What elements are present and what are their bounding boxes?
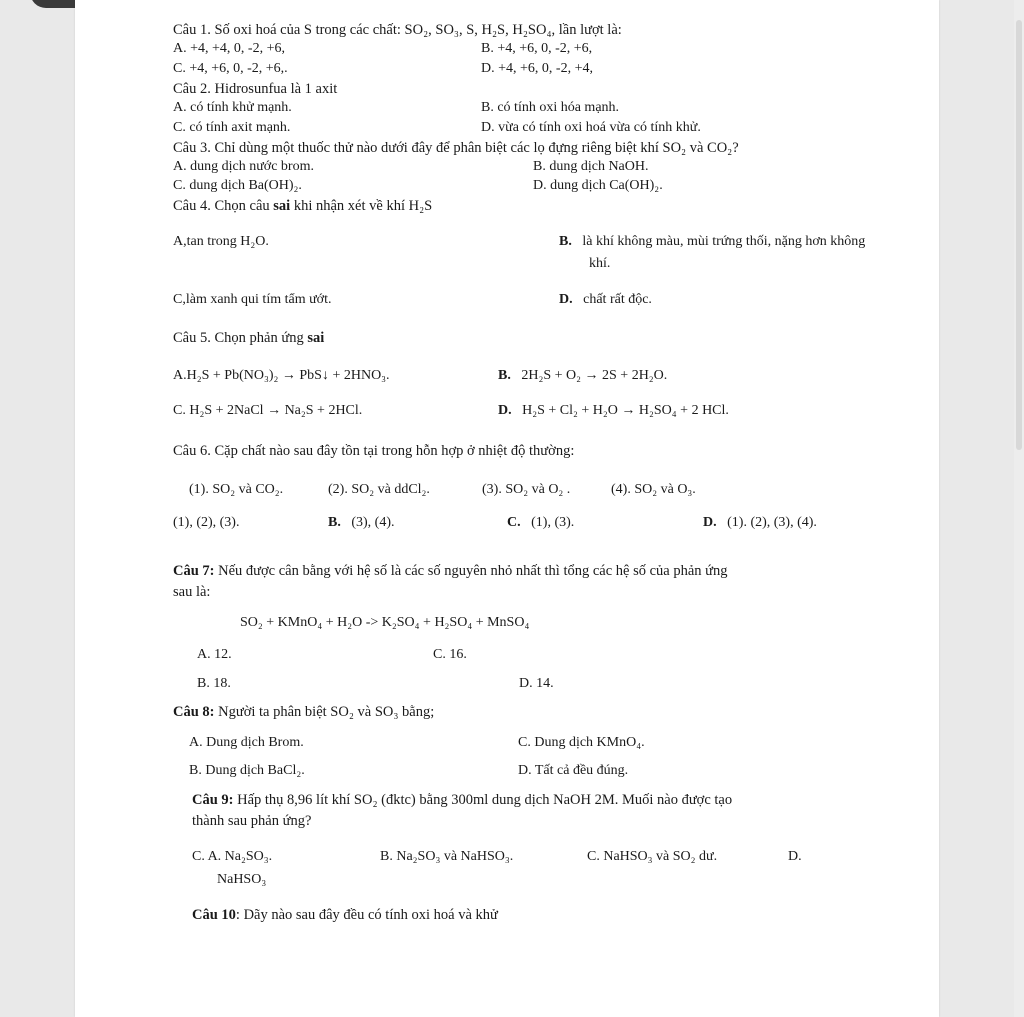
q9-option-d-cont: NaHSO₃ <box>217 872 267 887</box>
q3-option-c: C. dung dịch Ba(OH)₂. <box>173 178 302 193</box>
q9-option-c2: C. NaHSO₃ và SO₂ dư. <box>587 849 718 864</box>
q4-option-d: D. chất rất độc. <box>559 292 652 307</box>
q8-title: Câu 8: Người ta phân biệt SO₂ và SO₃ bằng; <box>173 704 435 720</box>
q8-option-a: A. Dung dịch Brom. <box>189 735 304 750</box>
q3-option-a: A. dung dịch nước brom. <box>173 159 314 174</box>
q4-option-b: B. là khí không màu, mùi trứng thối, nặng hơn không <box>559 234 866 249</box>
q6-pair-1: (1). SO₂ và CO₂. <box>189 482 284 497</box>
q7-title-cont: sau là: <box>173 584 211 600</box>
q8-option-b: B. Dung dịch BaCl₂. <box>189 763 305 778</box>
q5-title: Câu 5. Chọn phản ứng sai <box>173 330 325 346</box>
q4-option-a: A,tan trong H₂O. <box>173 234 269 249</box>
q10-title: Câu 10: Dãy nào sau đây đều có tính oxi hoá và khử <box>192 907 498 923</box>
q2-option-d: D. vừa có tính oxi hoá vừa có tính khử. <box>481 120 701 135</box>
q1-option-a: A. +4, +4, 0, -2, +6, <box>173 41 285 56</box>
q5-option-c: C. H₂S + 2NaCl → Na₂S + 2HCl. <box>173 403 363 418</box>
q9-title: Câu 9: Hấp thụ 8,96 lít khí SO₂ (đktc) bằng 300ml dung dịch NaOH 2M. Muối nào được tạo <box>192 792 733 808</box>
q4-option-c: C,làm xanh qui tím tẩm ướt. <box>173 292 332 307</box>
q5-option-b: B. 2H₂S + O₂ → 2S + 2H₂O. <box>498 368 668 383</box>
q1-title: Câu 1. Số oxi hoá của S trong các chất: SO₂, SO₃, S, H₂S, H₂SO₄, lần lượt là: <box>173 22 622 38</box>
q7-option-a: A. 12. <box>197 647 232 662</box>
q1-option-d: D. +4, +6, 0, -2, +4, <box>481 61 593 76</box>
q6-option-b: B. (3), (4). <box>328 515 395 530</box>
q8-option-c: C. Dung dịch KMnO₄. <box>518 735 645 750</box>
vertical-scrollbar[interactable] <box>1014 0 1024 1017</box>
q3-option-d: D. dung dịch Ca(OH)₂. <box>533 178 663 193</box>
q2-option-c: C. có tính axit mạnh. <box>173 120 291 135</box>
q6-pair-2: (2). SO₂ và ddCl₂. <box>328 482 430 497</box>
q9-option-c1: C. A. Na₂SO₃. <box>192 849 273 864</box>
q7-option-d: D. 14. <box>519 676 554 691</box>
q9-option-b: B. Na₂SO₃ và NaHSO₃. <box>380 849 514 864</box>
q2-title: Câu 2. Hidrosunfua là 1 axit <box>173 81 338 97</box>
q1-option-c: C. +4, +6, 0, -2, +6,. <box>173 61 288 76</box>
q5-option-d: D. H₂S + Cl₂ + H₂O → H₂SO₄ + 2 HCl. <box>498 403 729 418</box>
q4-title: Câu 4. Chọn câu sai khi nhận xét về khí H₂S <box>173 198 433 214</box>
q7-option-c: C. 16. <box>433 647 467 662</box>
q8-option-d: D. Tất cả đều đúng. <box>518 763 629 778</box>
q6-title: Câu 6. Cặp chất nào sau đây tồn tại trong hỗn hợp ở nhiệt độ thường: <box>173 443 575 459</box>
q5-option-a: A.H₂S + Pb(NO₃)₂ → PbS↓ + 2HNO₃. <box>173 368 390 383</box>
q4-option-b-cont: khí. <box>589 256 611 271</box>
q1-option-b: B. +4, +6, 0, -2, +6, <box>481 41 593 56</box>
q3-option-b: B. dung dịch NaOH. <box>533 159 649 174</box>
q9-option-d: D. <box>788 849 802 864</box>
q6-option-d: D. (1). (2), (3), (4). <box>703 515 817 530</box>
q6-option-c: C. (1), (3). <box>507 515 575 530</box>
q7-title: Câu 7: Nếu được cân bằng với hệ số là các số nguyên nhỏ nhất thì tổng các hệ số của phản ứng <box>173 563 728 579</box>
q7-equation: SO₂ + KMnO₄ + H₂O -> K₂SO₄ + H₂SO₄ + MnSO₄ <box>240 615 530 630</box>
document-page <box>75 0 939 1017</box>
q7-option-b: B. 18. <box>197 676 231 691</box>
q2-option-a: A. có tính khử mạnh. <box>173 100 292 115</box>
q6-pair-4: (4). SO₂ và O₃. <box>611 482 696 497</box>
q6-pair-3: (3). SO₂ và O₂ . <box>482 482 571 497</box>
scrollbar-thumb[interactable] <box>1016 20 1022 450</box>
q6-option-a: (1), (2), (3). <box>173 515 240 530</box>
q3-title: Câu 3. Chỉ dùng một thuốc thử nào dưới đây để phân biệt các lọ đựng riêng biệt khí SO₂ và CO₂? <box>173 140 739 156</box>
q9-title-cont: thành sau phản ứng? <box>192 813 312 829</box>
q2-option-b: B. có tính oxi hóa mạnh. <box>481 100 620 115</box>
